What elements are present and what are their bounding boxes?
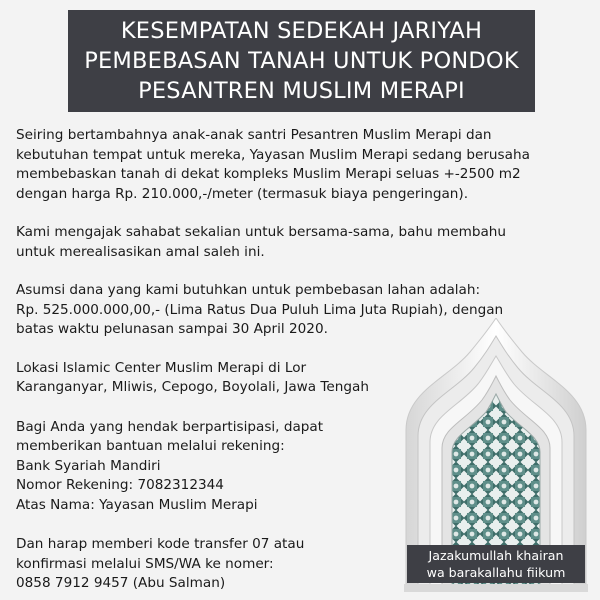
para6-line1: Dan harap memberi kode transfer 07 atau bbox=[16, 536, 305, 552]
para1-line1: Seiring bertambahnya anak-anak santri Pesantren Muslim Merapi dan bbox=[16, 127, 492, 143]
para5-line1: Bagi Anda yang hendak berpartisipasi, dapat bbox=[16, 418, 324, 435]
para1-line4: dengan harga Rp. 210.000,-/meter (termasuk biaya pengeringan). bbox=[16, 185, 469, 202]
para3-line2: Rp. 525.000.000,00,- (Lima Ratus Dua Puluh Lima Juta Rupiah), dengan bbox=[16, 301, 504, 318]
para3-line3: batas waktu pelunasan sampai 30 April 2020. bbox=[16, 321, 328, 337]
title-line-1: KESEMPATAN SEDEKAH JARIYAH bbox=[120, 18, 483, 44]
caption-line-1: Jazakumullah khairan bbox=[428, 548, 564, 563]
para3-line1: Asumsi dana yang kami butuhkan untuk pembebasan lahan adalah: bbox=[16, 282, 481, 298]
para4-line1: Lokasi Islamic Center Muslim Merapi di Lor bbox=[16, 359, 307, 376]
account-number: Nomor Rekening: 7082312344 bbox=[16, 477, 224, 493]
para6-line2: konfirmasi melalui SMS/WA ke nomer: bbox=[16, 555, 274, 572]
para5-line2: memberikan bantuan melalui rekening: bbox=[16, 438, 285, 454]
caption-line-2: wa barakallahu fiikum bbox=[426, 565, 566, 580]
para1-line2: kebutuhan tempat untuk mereka, Yayasan Muslim Merapi sedang berusaha bbox=[16, 146, 530, 163]
para4-line2: Karanganyar, Mliwis, Cepogo, Boyolali, Jawa Tengah bbox=[16, 379, 369, 395]
para1-line3: membebaskan tanah di dekat kompleks Muslim Merapi seluas +-2500 m2 bbox=[16, 166, 521, 182]
para2-line1: Kami mengajak sahabat sekalian untuk bersama-sama, bahu membahu bbox=[16, 224, 507, 240]
para2-line2: untuk merealisasikan amal saleh ini. bbox=[16, 243, 265, 260]
bank-name: Bank Syariah Mandiri bbox=[16, 457, 161, 474]
title-banner bbox=[68, 10, 535, 112]
contact-number: 0858 7912 9457 (Abu Salman) bbox=[16, 575, 226, 591]
closing-caption bbox=[407, 545, 585, 583]
title-line-3: PESANTREN MUSLIM MERAPI bbox=[138, 78, 465, 104]
title-line-2: PEMBEBASAN TANAH UNTUK PONDOK bbox=[84, 48, 519, 74]
account-holder: Atas Nama: Yayasan Muslim Merapi bbox=[16, 496, 258, 513]
